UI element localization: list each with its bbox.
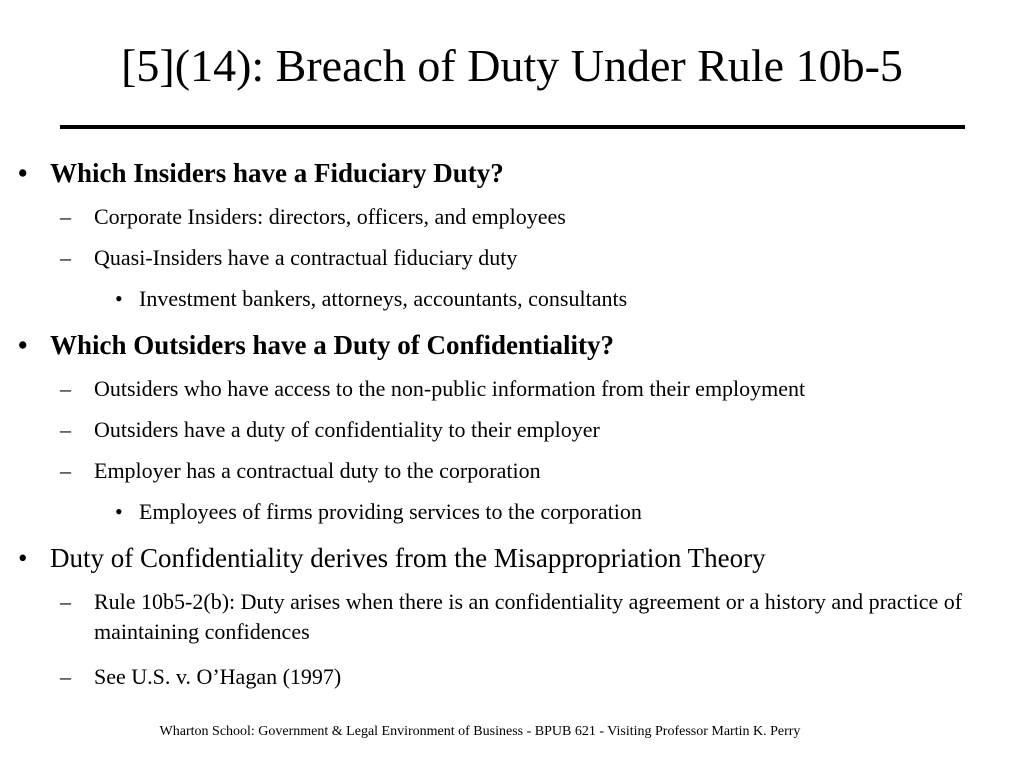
sub-item-quasi-insiders xyxy=(60,243,518,273)
sub-item-employer-duty xyxy=(60,456,541,486)
sub-item-text: Rule 10b5-2(b): Duty arises when there is an confidentiality agreement or a history and practice of maintaining confidences xyxy=(94,589,963,644)
bullet-item-outsiders xyxy=(18,329,615,361)
sub-item-corporate-insiders xyxy=(60,202,566,232)
bullet-marker-icon: • xyxy=(18,543,28,573)
bullet-item-insiders xyxy=(18,157,504,189)
bullet-text: Which Insiders have a Fiduciary Duty? xyxy=(50,158,504,188)
slide-footer: Wharton School: Government & Legal Environment of Business - BPUB 621 - Visiting Professor Martin K. Perry xyxy=(159,724,801,739)
bullet-item-misappropriation xyxy=(18,542,766,574)
sub-sub-item-employees xyxy=(115,497,642,527)
slide-title: [5](14): Breach of Duty Under Rule 10b-5 xyxy=(121,40,903,91)
bullet-text: Which Outsiders have a Duty of Confidentiality? xyxy=(50,330,615,360)
sub-item-text: Employer has a contractual duty to the corporation xyxy=(94,458,541,483)
dash-marker-icon: – xyxy=(60,417,71,442)
dash-marker-icon: – xyxy=(60,589,71,614)
bullet-marker-icon: • xyxy=(18,330,28,360)
sub-item-outsiders-duty xyxy=(60,415,600,445)
bullet-text: Duty of Confidentiality derives from the Misappropriation Theory xyxy=(50,543,766,573)
bullet-marker-icon: • xyxy=(115,286,123,311)
dash-marker-icon: – xyxy=(60,245,71,270)
sub-item-ohagan xyxy=(60,662,342,692)
sub-item-text: See U.S. v. O’Hagan (1997) xyxy=(94,664,342,689)
sub-sub-item-text: Employees of firms providing services to the corporation xyxy=(139,499,642,524)
sub-item-rule-10b5-2 xyxy=(60,587,974,647)
sub-item-text: Outsiders who have access to the non-public information from their employment xyxy=(94,376,806,401)
dash-marker-icon: – xyxy=(60,376,71,401)
sub-item-text: Quasi-Insiders have a contractual fiduciary duty xyxy=(94,245,518,270)
dash-marker-icon: – xyxy=(60,664,71,689)
sub-sub-item-professionals xyxy=(115,284,628,314)
sub-sub-item-text: Investment bankers, attorneys, accountants, consultants xyxy=(139,286,628,311)
sub-item-text: Corporate Insiders: directors, officers, and employees xyxy=(94,204,566,229)
dash-marker-icon: – xyxy=(60,204,71,229)
sub-item-text: Outsiders have a duty of confidentiality to their employer xyxy=(94,417,600,442)
dash-marker-icon: – xyxy=(60,458,71,483)
bullet-marker-icon: • xyxy=(18,158,28,188)
bullet-marker-icon: • xyxy=(115,499,123,524)
sub-item-outsiders-access xyxy=(60,374,806,404)
